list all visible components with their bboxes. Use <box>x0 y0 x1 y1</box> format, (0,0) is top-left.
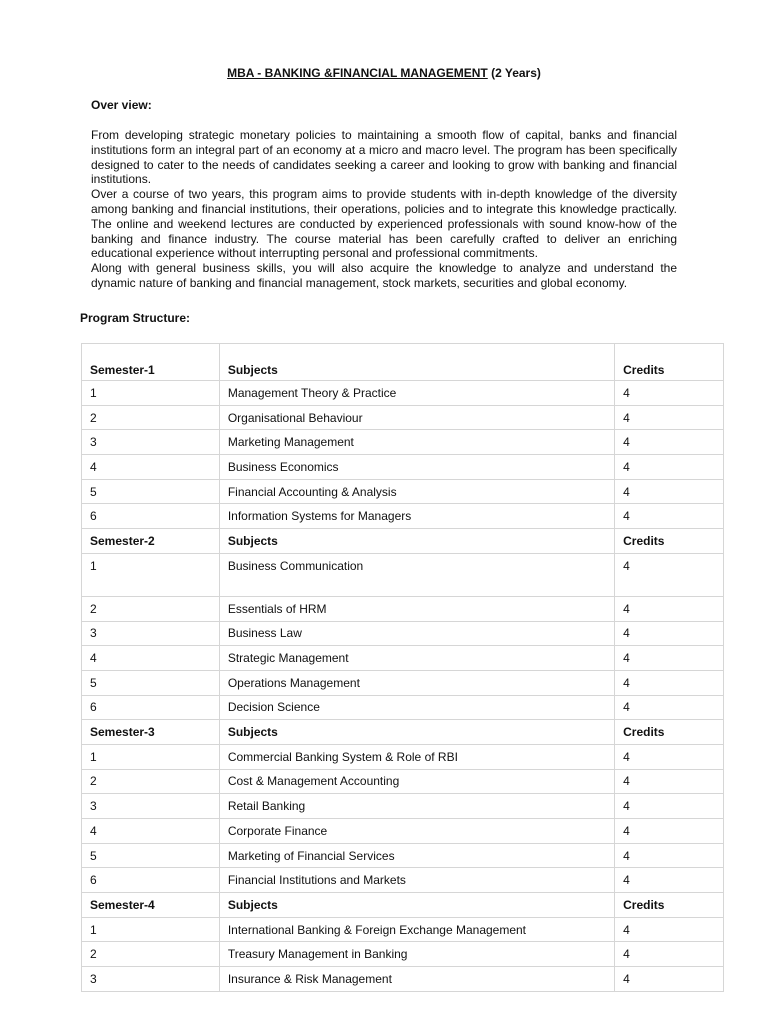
overview-paragraph: Over a course of two years, this program aims to provide students with in-depth knowledge of the diversity among banking and financial institutions, their operations, policies and to integrate this knowledge practically. The online and weekend lectures are conducted by experienced professionals with sound know-how of the banking and finance industry. The course material has been carefully crafted to deliver an enriching educational experience without interrupting personal and professional commitments. <box>91 187 677 261</box>
table-row <box>82 430 724 455</box>
subject-credits: 4 <box>615 695 724 720</box>
row-number: 4 <box>82 455 220 480</box>
subject-credits: 4 <box>615 381 724 406</box>
row-number: 6 <box>82 504 220 529</box>
subject-name: Retail Banking <box>219 794 614 819</box>
subjects-header: Subjects <box>219 893 614 918</box>
row-number: 1 <box>82 744 220 769</box>
table-row <box>82 967 724 992</box>
table-row <box>82 794 724 819</box>
row-number: 5 <box>82 843 220 868</box>
subject-name: Strategic Management <box>219 646 614 671</box>
table-row <box>82 695 724 720</box>
table-row <box>82 868 724 893</box>
subject-credits: 4 <box>615 504 724 529</box>
page-title-duration: (2 Years) <box>487 66 541 80</box>
subject-credits: 4 <box>615 479 724 504</box>
row-number: 3 <box>82 430 220 455</box>
semester-header-row <box>82 529 724 554</box>
table-row <box>82 819 724 844</box>
row-number: 2 <box>82 405 220 430</box>
overview-heading: Over view: <box>91 98 152 112</box>
semester-label: Semester-3 <box>82 720 220 745</box>
subject-credits: 4 <box>615 843 724 868</box>
subject-name: International Banking & Foreign Exchange Management <box>219 917 614 942</box>
semester-header-row <box>82 720 724 745</box>
subject-credits: 4 <box>615 430 724 455</box>
subject-credits: 4 <box>615 670 724 695</box>
row-number: 3 <box>82 967 220 992</box>
subject-name: Marketing Management <box>219 430 614 455</box>
table-row <box>82 381 724 406</box>
credits-header: Credits <box>615 720 724 745</box>
row-number: 3 <box>82 794 220 819</box>
table-row <box>82 504 724 529</box>
row-number: 5 <box>82 670 220 695</box>
subject-name: Business Law <box>219 621 614 646</box>
table-row <box>82 553 724 596</box>
row-number: 1 <box>82 381 220 406</box>
program-structure-table <box>81 343 724 992</box>
table-row <box>82 670 724 695</box>
subject-name: Operations Management <box>219 670 614 695</box>
subject-credits: 4 <box>615 646 724 671</box>
row-number: 6 <box>82 868 220 893</box>
subject-name: Organisational Behaviour <box>219 405 614 430</box>
page-title <box>0 66 768 80</box>
table-row <box>82 479 724 504</box>
row-number: 2 <box>82 769 220 794</box>
credits-header: Credits <box>615 344 724 381</box>
subjects-header: Subjects <box>219 344 614 381</box>
subject-credits: 4 <box>615 744 724 769</box>
subject-name: Financial Institutions and Markets <box>219 868 614 893</box>
subject-credits: 4 <box>615 967 724 992</box>
table-row <box>82 942 724 967</box>
row-number: 2 <box>82 942 220 967</box>
row-number: 5 <box>82 479 220 504</box>
overview-paragraph: From developing strategic monetary policies to maintaining a smooth flow of capital, banks and financial institutions form an integral part of an economy at a micro and macro level. The program has been specifically designed to cater to the needs of candidates seeking a career and looking to grow with banking and financial institutions. <box>91 128 677 187</box>
table-row <box>82 646 724 671</box>
subject-credits: 4 <box>615 819 724 844</box>
semester-label: Semester-2 <box>82 529 220 554</box>
subject-credits: 4 <box>615 942 724 967</box>
subject-name: Cost & Management Accounting <box>219 769 614 794</box>
table-row <box>82 917 724 942</box>
subject-credits: 4 <box>615 455 724 480</box>
subject-credits: 4 <box>615 596 724 621</box>
subject-credits: 4 <box>615 794 724 819</box>
subject-name: Decision Science <box>219 695 614 720</box>
subject-name: Business Economics <box>219 455 614 480</box>
row-number: 6 <box>82 695 220 720</box>
semester-header-row <box>82 893 724 918</box>
subject-name: Marketing of Financial Services <box>219 843 614 868</box>
subject-name: Commercial Banking System & Role of RBI <box>219 744 614 769</box>
row-number: 1 <box>82 917 220 942</box>
table-row <box>82 455 724 480</box>
subject-name: Management Theory & Practice <box>219 381 614 406</box>
subject-name: Financial Accounting & Analysis <box>219 479 614 504</box>
row-number: 3 <box>82 621 220 646</box>
credits-header: Credits <box>615 529 724 554</box>
row-number: 2 <box>82 596 220 621</box>
subject-name: Corporate Finance <box>219 819 614 844</box>
overview-body <box>91 128 677 291</box>
semester-header-row <box>82 344 724 381</box>
table-row <box>82 744 724 769</box>
row-number: 1 <box>82 553 220 596</box>
semester-label: Semester-1 <box>82 344 220 381</box>
subjects-header: Subjects <box>219 720 614 745</box>
program-structure-heading: Program Structure: <box>80 311 191 325</box>
table-row <box>82 769 724 794</box>
subject-credits: 4 <box>615 868 724 893</box>
row-number: 4 <box>82 819 220 844</box>
subject-name: Essentials of HRM <box>219 596 614 621</box>
page-title-main: MBA - BANKING &FINANCIAL MANAGEMENT <box>227 66 488 80</box>
subject-name: Insurance & Risk Management <box>219 967 614 992</box>
table-row <box>82 843 724 868</box>
table-row <box>82 621 724 646</box>
subject-credits: 4 <box>615 769 724 794</box>
overview-paragraph: Along with general business skills, you will also acquire the knowledge to analyze and understand the dynamic nature of banking and financial management, stock markets, securities and global economy. <box>91 261 677 290</box>
subject-name: Treasury Management in Banking <box>219 942 614 967</box>
subject-credits: 4 <box>615 917 724 942</box>
subject-name: Business Communication <box>219 553 614 596</box>
row-number: 4 <box>82 646 220 671</box>
semester-label: Semester-4 <box>82 893 220 918</box>
credits-header: Credits <box>615 893 724 918</box>
subject-name: Information Systems for Managers <box>219 504 614 529</box>
table-row <box>82 405 724 430</box>
table-row <box>82 596 724 621</box>
subject-credits: 4 <box>615 405 724 430</box>
subject-credits: 4 <box>615 621 724 646</box>
subject-credits: 4 <box>615 553 724 596</box>
subjects-header: Subjects <box>219 529 614 554</box>
